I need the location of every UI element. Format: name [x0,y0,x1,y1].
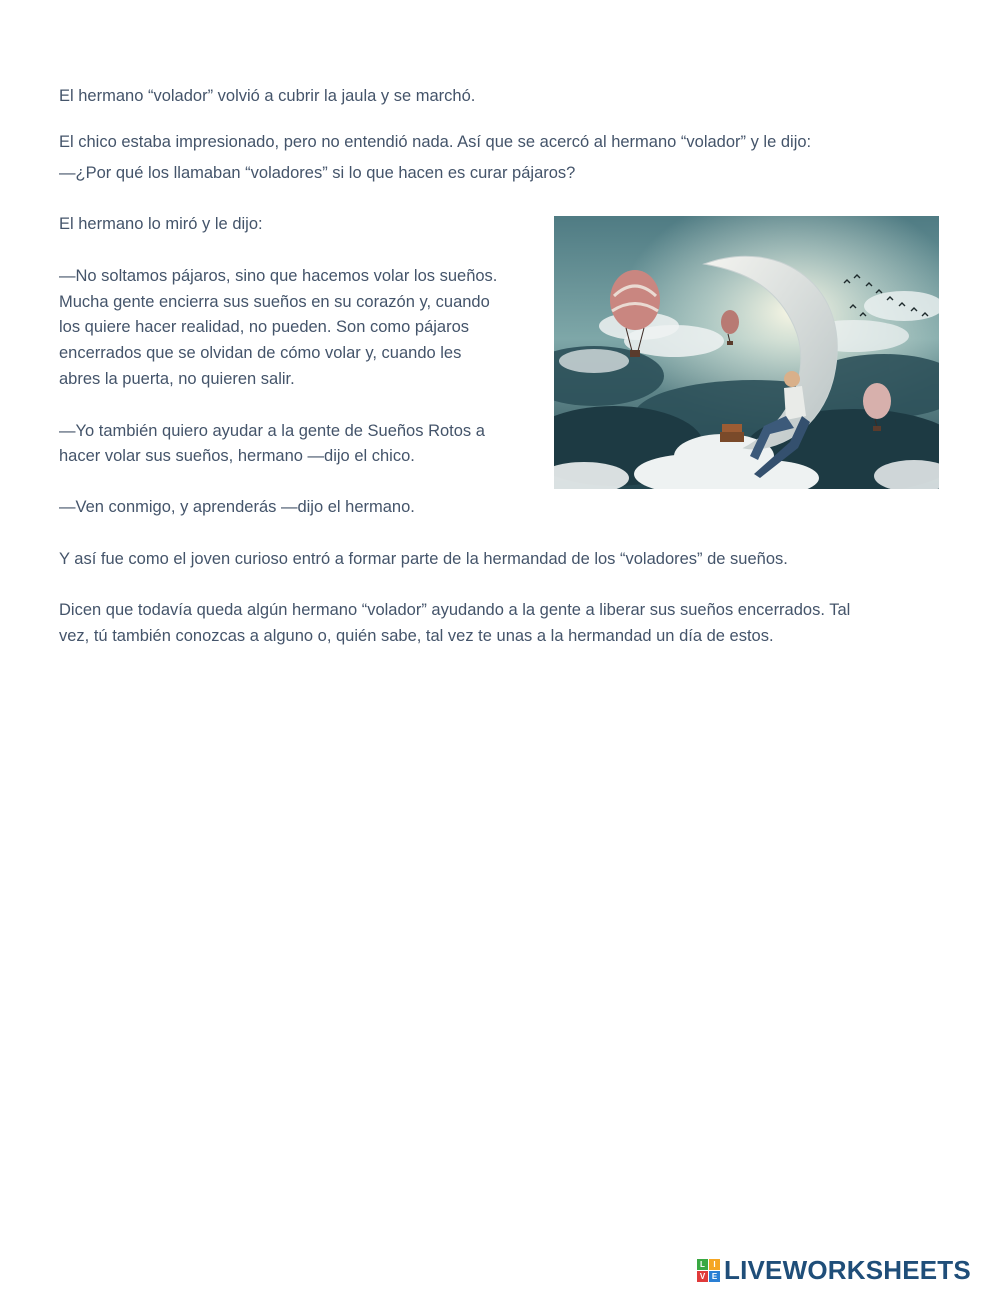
paragraph-7: —Ven conmigo, y aprenderás —dijo el hermano. [59,498,415,516]
paragraph-6-line-2: hacer volar sus sueños, hermano —dijo el chico. [59,447,415,465]
paragraph-8: Y así fue como el joven curioso entró a formar parte de la hermandad de los “voladores” de sueños. [59,550,788,568]
paragraph-1: El hermano “volador” volvió a cubrir la jaula y se marchó. [59,87,476,105]
badge-letter-e: E [709,1271,720,1282]
dream-moon-illustration [554,216,939,489]
liveworksheets-logo [697,1255,971,1285]
paragraph-2: El chico estaba impresionado, pero no entendió nada. Así que se acercó al hermano “volador” y le dijo: [59,133,812,151]
paragraph-3: —¿Por qué los llamaban “voladores” si lo que hacen es curar pájaros? [59,164,576,182]
paragraph-5-line-1: —No soltamos pájaros, sino que hacemos volar los sueños. [59,267,498,285]
paragraph-5-line-5: abres la puerta, no quieren salir. [59,370,295,388]
paragraph-5-line-4: encerrados que se olvidan de cómo volar y, cuando les [59,344,462,362]
badge-letter-v: V [697,1271,708,1282]
paragraph-9-line-1: Dicen que todavía queda algún hermano “volador” ayudando a la gente a liberar sus sueños encerrados. Tal [59,601,851,619]
badge-letter-i: I [709,1259,720,1270]
paragraph-5-line-3: los quiere hacer realidad, no pueden. Son como pájaros [59,318,470,336]
liveworksheets-wordmark: LIVEWORKSHEETS [724,1254,971,1285]
paragraph-4: El hermano lo miró y le dijo: [59,215,263,233]
paragraph-6-line-1: —Yo también quiero ayudar a la gente de Sueños Rotos a [59,422,485,440]
liveworksheets-badge [697,1259,720,1282]
badge-letter-l: L [697,1259,708,1270]
paragraph-9-line-2: vez, tú también conozcas a alguno o, quién sabe, tal vez te unas a la hermandad un día de estos. [59,627,774,645]
paragraph-5-line-2: Mucha gente encierra sus sueños en su corazón y, cuando [59,293,490,311]
